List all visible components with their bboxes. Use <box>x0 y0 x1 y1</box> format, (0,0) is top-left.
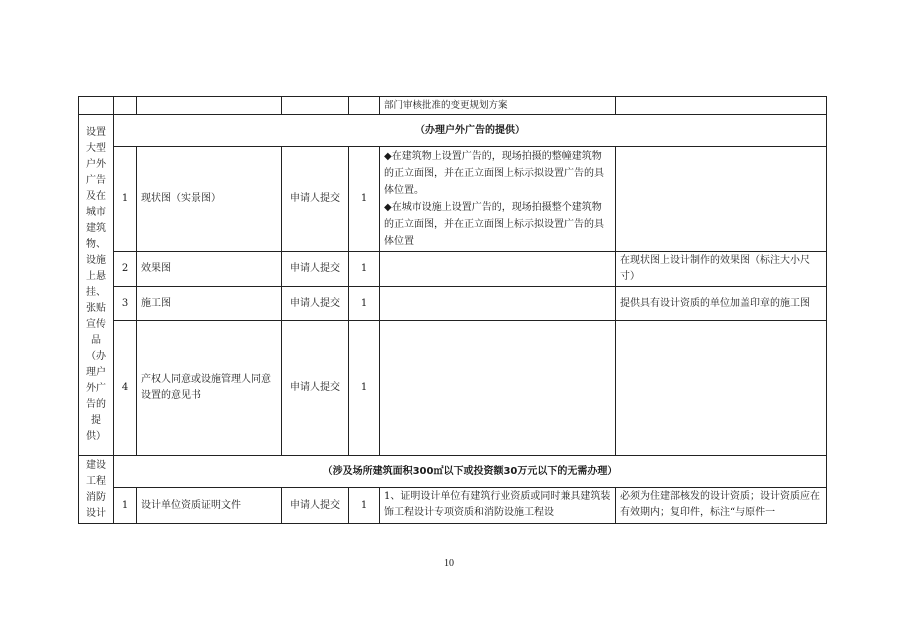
section-heading-row <box>79 456 827 488</box>
row-index: 1 <box>114 147 137 252</box>
requirement-cell: 部门审核批准的变更规划方案 <box>380 97 616 115</box>
table-row <box>79 321 827 456</box>
material-name: 产权人同意或设施管理人同意设置的意见书 <box>137 321 282 456</box>
submitter: 申请人提交 <box>282 252 349 287</box>
table-cell <box>137 97 282 115</box>
note-cell: 在现状图上设计制作的效果图（标注大小尺寸） <box>616 252 827 287</box>
table-row <box>79 287 827 321</box>
submitter: 申请人提交 <box>282 488 349 524</box>
requirement-cell <box>380 287 616 321</box>
material-name: 设计单位资质证明文件 <box>137 488 282 524</box>
copies: 1 <box>349 488 380 524</box>
section-heading: （办理户外广告的提供） <box>114 115 827 147</box>
note-cell <box>616 321 827 456</box>
table-cell <box>349 97 380 115</box>
copies: 1 <box>349 321 380 456</box>
copies: 1 <box>349 147 380 252</box>
copies: 1 <box>349 252 380 287</box>
requirement-cell <box>380 321 616 456</box>
table-cell <box>79 97 114 115</box>
page-number: 10 <box>444 558 454 569</box>
category-label: 设置大型户外广告及在城市建筑物、设施上悬挂、张贴宣传品（办理户外广告的提供） <box>86 127 106 442</box>
requirement-line: ◆在城市设施上设置广告的，现场拍摄整个建筑物的正立面图，并在正立面图上标示拟设置广告的具体位置 <box>384 202 604 247</box>
row-index: 1 <box>114 488 137 524</box>
requirement-cell <box>380 147 616 252</box>
requirements-table <box>78 96 827 524</box>
row-index: 3 <box>114 287 137 321</box>
table-cell <box>114 97 137 115</box>
table-row <box>79 147 827 252</box>
material-name: 效果图 <box>137 252 282 287</box>
requirement-line: ◆在建筑物上设置广告的，现场拍摄的整幢建筑物的正立面图，并在正立面图上标示拟设置广告的具体位置。 <box>384 151 604 196</box>
section-heading-row <box>79 115 827 147</box>
category-cell <box>79 456 114 524</box>
note-cell <box>616 147 827 252</box>
note-cell: 提供具有设计资质的单位加盖印章的施工图 <box>616 287 827 321</box>
requirement-cell <box>380 252 616 287</box>
section-heading: （涉及场所建筑面积300㎡以下或投资额30万元以下的无需办理） <box>114 456 827 488</box>
row-index: 2 <box>114 252 137 287</box>
requirement-cell: 1、证明设计单位有建筑行业资质或同时兼具建筑装饰工程设计专项资质和消防设施工程设 <box>380 488 616 524</box>
note-cell: 必须为住建部核发的设计资质；设计资质应在有效期内；复印件，标注“与原件一 <box>616 488 827 524</box>
material-name: 现状图（实景图） <box>137 147 282 252</box>
category-cell <box>79 115 114 456</box>
table-row <box>79 252 827 287</box>
row-index: 4 <box>114 321 137 456</box>
table-cell <box>616 97 827 115</box>
copies: 1 <box>349 287 380 321</box>
table-row <box>79 488 827 524</box>
category-label: 建设工程消防设计 <box>86 459 106 519</box>
table-row <box>79 97 827 115</box>
material-name: 施工图 <box>137 287 282 321</box>
submitter: 申请人提交 <box>282 147 349 252</box>
submitter: 申请人提交 <box>282 321 349 456</box>
submitter: 申请人提交 <box>282 287 349 321</box>
table-cell <box>282 97 349 115</box>
